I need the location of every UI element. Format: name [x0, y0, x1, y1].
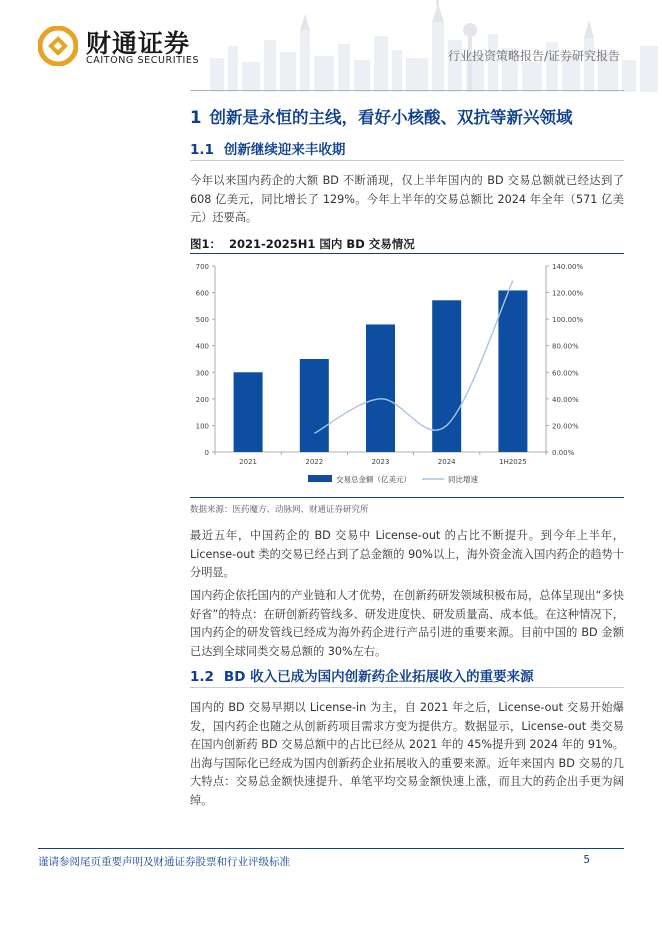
figure-1-source: 数据来源：医药魔方、动脉网、财通证券研究所	[190, 505, 369, 515]
x-tick-label: 2022	[305, 458, 324, 466]
subsection-1-1-divider	[190, 160, 624, 161]
figure-1-bottom-rule	[190, 497, 624, 498]
growth-rate-line	[314, 281, 513, 434]
y-right-tick-label: 20.00%	[552, 422, 579, 431]
x-tick-label: 2021	[239, 458, 258, 466]
bar-1H2025	[498, 290, 527, 452]
page-number: 5	[583, 854, 590, 866]
y-left-tick-label: 0	[204, 449, 209, 457]
subsection-1-2-title: BD 收入已成为国内创新药企业拓展收入的重要来源	[223, 669, 534, 685]
y-right-tick-label: 100.00%	[552, 316, 584, 325]
figure-1-top-rule	[190, 253, 624, 254]
logo-english-name: CAITONG SECURITIES	[86, 55, 200, 66]
y-right-tick-label: 80.00%	[552, 342, 579, 351]
y-right-tick-label: 60.00%	[552, 369, 579, 378]
paragraph-bd-first-half: 今年以来国内药企的大额 BD 不断涌现，仅上半年国内的 BD 交易总额就已经达到了 608 亿美元，同比增长了 129%。今年上半年的交易总额比 2024 年全年（571 亿美元）还要高。	[190, 174, 624, 224]
subsection-1-2-heading	[190, 665, 534, 685]
y-left-tick-label: 200	[195, 395, 209, 404]
x-tick-label: 2024	[437, 458, 456, 466]
footer-divider	[38, 848, 624, 849]
city-skyline-decoration	[200, 0, 662, 92]
y-right-tick-label: 0.00%	[552, 449, 575, 457]
bar-2022	[300, 359, 329, 452]
subsection-1-2-divider	[190, 687, 624, 688]
figure-1-title: 2021-2025H1 国内 BD 交易情况	[229, 237, 415, 251]
figure-1-caption	[190, 236, 415, 252]
header-divider	[190, 90, 624, 91]
caitong-logo-icon	[38, 26, 78, 66]
section-1-number: 1	[190, 108, 202, 127]
page-header	[0, 0, 662, 92]
y-right-tick-label: 140.00%	[552, 263, 584, 271]
y-right-tick-label: 120.00%	[552, 289, 584, 298]
paragraph-domestic-advantages: 国内药企依托国内的产业链和人才优势，在创新药研发领域积极布局，总体呈现出“多快好省”的特点：在研创新药管线多、研发进度快、研发质量高、成本低。在这种情况下，国内药企的研发管线已经成为海外药企进行产品引进的重要来源。目前中国的 BD 金额已达到全球同类交易总额的 30%左右。	[190, 589, 624, 658]
y-right-tick-label: 40.00%	[552, 395, 579, 404]
paragraph-license-out-share: 最近五年，中国药企的 BD 交易中 License-out 的占比不断提升。到今年上半年，License-out 类的交易已经占到了总金额的 90%以上，海外资金流入国内药企的趋势十分明显。	[190, 529, 624, 579]
section-1-heading	[190, 104, 572, 128]
subsection-1-1-number: 1.1	[190, 142, 214, 158]
paragraph-bd-revenue-source: 国内的 BD 交易早期以 License-in 为主，自 2021 年之后，License-out 交易开始爆发，国内药企也随之从创新药项目需求方变为提供方。数据显示，License-out 类交易在国内创新药 BD 交易总额中的占比已经从 2021 年的 45%提升到 2024 年的 91%。出海与国际化已经成为国内创新药企业拓展收入的重要来源。近年来国内 BD 交易的几大特点：交易总金额快速提升、单笔平均交易金额快速上涨，而且大的药企出手更为阔绰。	[190, 701, 624, 807]
y-left-tick-label: 600	[195, 289, 209, 298]
y-left-tick-label: 300	[195, 369, 209, 378]
figure-1-number: 图1：	[190, 237, 222, 251]
logo-chinese-name: 财通证券	[86, 29, 191, 58]
legend-line-label: 同比增速	[448, 475, 478, 484]
bd-transactions-chart	[190, 255, 624, 493]
y-left-tick-label: 500	[195, 316, 209, 325]
x-tick-label: 1H2025	[499, 458, 527, 466]
y-left-tick-label: 100	[195, 422, 209, 431]
footer-disclaimer: 谨请参阅尾页重要声明及财通证券股票和行业评级标准	[38, 856, 290, 868]
subsection-1-2-number: 1.2	[190, 669, 214, 685]
y-left-tick-label: 700	[195, 263, 209, 271]
bd-transactions-chart-svg	[190, 255, 624, 493]
legend-bar-label: 交易总金额（亿美元）	[336, 475, 411, 484]
bar-2024	[432, 300, 461, 452]
bar-2023	[366, 324, 395, 452]
legend-bar-swatch	[308, 475, 332, 482]
report-type-label: 行业投资策略报告/证券研究报告	[447, 49, 620, 63]
subsection-1-1-title: 创新继续迎来丰收期	[223, 142, 346, 158]
subsection-1-1-heading	[190, 138, 345, 158]
x-tick-label: 2023	[371, 458, 390, 466]
y-left-tick-label: 400	[195, 342, 209, 351]
section-1-title: 创新是永恒的主线，看好小核酸、双抗等新兴领域	[209, 108, 573, 127]
bar-2021	[234, 372, 263, 452]
